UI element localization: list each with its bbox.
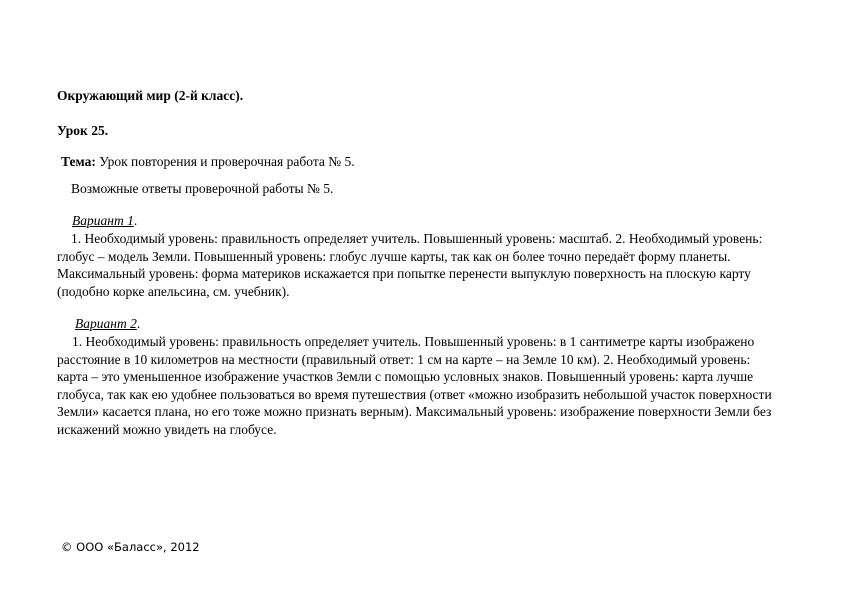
variant2-heading [75,316,140,332]
variant2-body: 1. Необходимый уровень: правильность определяет учитель. Повышенный уровень: в 1 сантиметре карты изображено расстояние в 10 километров на местности (правильный ответ: 1 см на карте – на Земле 10 км). 2. Необходимый уровень: карта – это уменьшенное изображение участков Земли с помощью условных знаков. Повышенный уровень: карта лучше глобуса, так как ею удобнее пользоваться во время путешествия (ответ «можно изобразить небольшой участок поверхности Земли» касается плана, но его тоже можно признать верным). Максимальный уровень: изображение поверхности Земли без искажений можно увидеть на глобусе. [57,334,772,437]
topic-line [61,154,355,170]
lesson-number: Урок 25. [57,123,109,138]
topic-label: Тема: [61,154,96,169]
answers-heading: Возможные ответы проверочной работы № 5. [71,181,334,196]
variant1-body: 1. Необходимый уровень: правильность определяет учитель. Повышенный уровень: масштаб. 2. Необходимый уровень: глобус – модель Земли. Повышенный уровень: глобус лучше карты, так как он более точно передаёт форму планеты. Максимальный уровень: форма материков искажается при попытке перенести выпуклую поверхность на плоскую карту (подобно корке апельсина, см. учебник). [57,231,763,299]
variant1-title: Вариант 1 [72,213,134,228]
variant2-title: Вариант 2 [75,316,137,331]
copyright-footer: © ООО «Баласс», 2012 [61,540,200,554]
topic-text: Урок повторения и проверочная работа № 5. [99,154,355,169]
course-title: Окружающий мир (2-й класс). [57,88,244,103]
variant1-title-suffix: . [133,213,138,228]
variant1-heading [72,213,137,229]
variant2-title-suffix: . [136,316,141,331]
